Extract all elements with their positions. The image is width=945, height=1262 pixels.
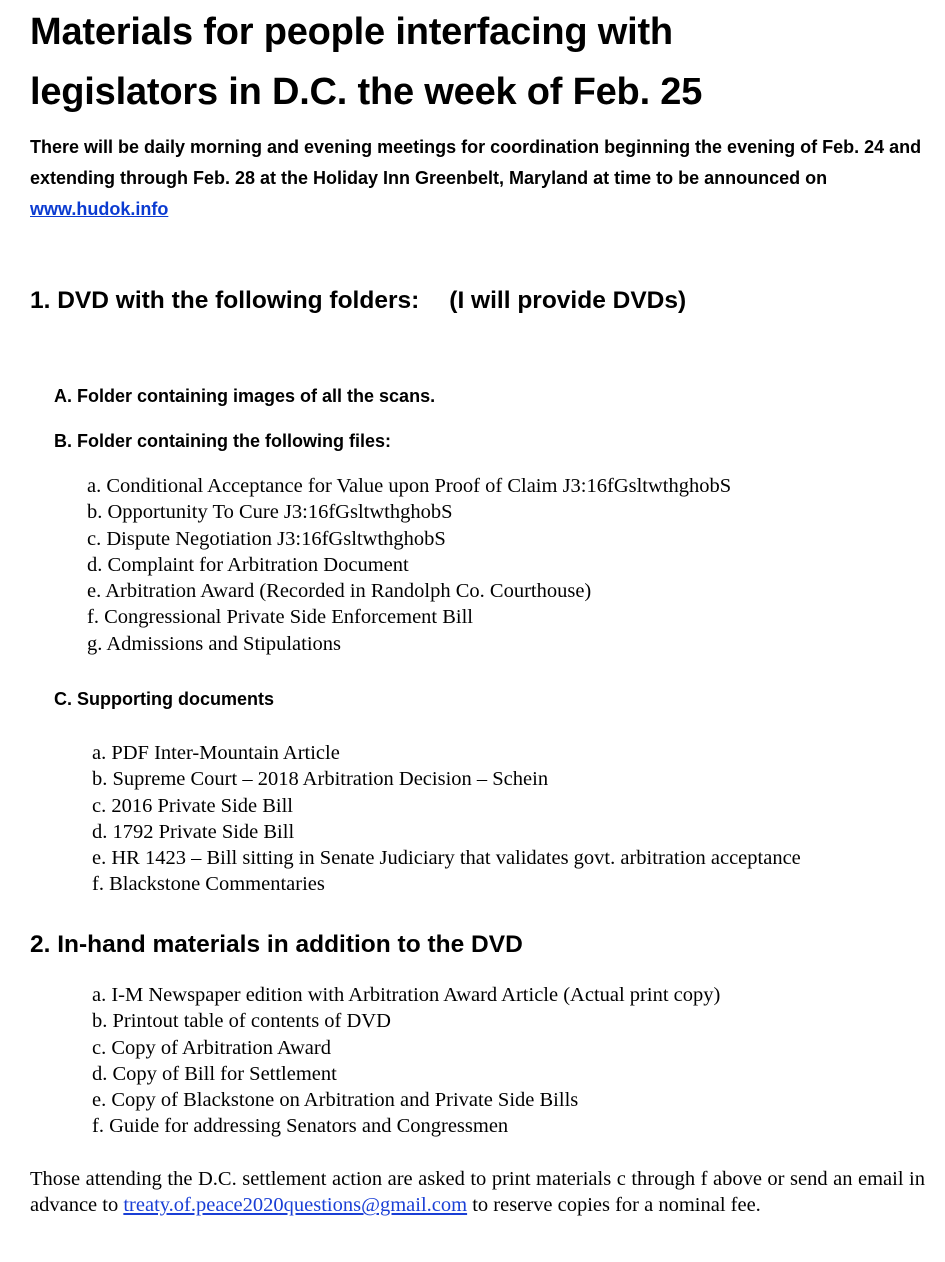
- list-item: f. Guide for addressing Senators and Congressmen: [92, 1115, 509, 1138]
- list-item: b. Opportunity To Cure J3:16fGsltwthghobS: [87, 501, 453, 524]
- section-1-heading: [30, 285, 686, 317]
- list-item: c. Dispute Negotiation J3:16fGsltwthghobS: [87, 527, 446, 550]
- supporting-documents-list: [92, 740, 801, 898]
- hudok-link[interactable]: www.hudok.info: [30, 199, 169, 219]
- folder-b-heading: B. Folder containing the following files:: [54, 431, 391, 451]
- email-link[interactable]: treaty.of.peace2020questions@gmail.com: [123, 1194, 468, 1217]
- list-item: f. Blackstone Commentaries: [92, 873, 325, 896]
- in-hand-materials-list: [92, 982, 720, 1140]
- folder-c-heading: C. Supporting documents: [54, 689, 274, 709]
- intro-paragraph: [30, 132, 925, 225]
- list-item: d. Complaint for Arbitration Document: [87, 553, 409, 576]
- list-item: d. Copy of Bill for Settlement: [92, 1062, 337, 1085]
- closing-text-after: to reserve copies for a nominal fee.: [467, 1194, 761, 1217]
- list-item: c. 2016 Private Side Bill: [92, 794, 293, 817]
- section-1-title: 1. DVD with the following folders:: [30, 287, 420, 314]
- list-item: a. PDF Inter-Mountain Article: [92, 742, 340, 764]
- list-item: a. I-M Newspaper edition with Arbitration Award Article (Actual print copy): [92, 984, 721, 1006]
- list-item: e. HR 1423 – Bill sitting in Senate Judiciary that validates govt. arbitration acceptance: [92, 847, 801, 870]
- list-item: d. 1792 Private Side Bill: [92, 820, 295, 843]
- section-2-heading: 2. In-hand materials in addition to the DVD: [30, 931, 523, 958]
- list-item: a. Conditional Acceptance for Value upon Proof of Claim J3:16fGsltwthghobS: [87, 475, 732, 497]
- list-item: b. Supreme Court – 2018 Arbitration Decision – Schein: [92, 768, 549, 791]
- closing-paragraph: [30, 1166, 925, 1219]
- list-item: e. Copy of Blackstone on Arbitration and Private Side Bills: [92, 1089, 579, 1112]
- intro-text: There will be daily morning and evening meetings for coordination beginning the evening of Feb. 24 and extending through Feb. 28 at the Holiday Inn Greenbelt, Maryland at time to be announced on: [30, 137, 922, 188]
- list-item: c. Copy of Arbitration Award: [92, 1036, 331, 1059]
- folder-a-heading: A. Folder containing images of all the scans.: [54, 386, 436, 406]
- title-line-1: Materials for people interfacing with: [30, 11, 673, 53]
- list-item: e. Arbitration Award (Recorded in Randolph Co. Courthouse): [87, 580, 592, 603]
- list-item: f. Congressional Private Side Enforcement Bill: [87, 606, 474, 629]
- title-line-2: legislators in D.C. the week of Feb. 25: [30, 71, 703, 113]
- section-1-note: (I will provide DVDs): [449, 287, 687, 314]
- list-item: b. Printout table of contents of DVD: [92, 1010, 391, 1033]
- closing-text-before: Those attending the D.C. settlement action are asked to print materials c through f above or send an email in advance to: [30, 1168, 925, 1217]
- document-title: [30, 2, 702, 122]
- list-item: g. Admissions and Stipulations: [87, 632, 341, 655]
- folder-b-file-list: [87, 473, 731, 657]
